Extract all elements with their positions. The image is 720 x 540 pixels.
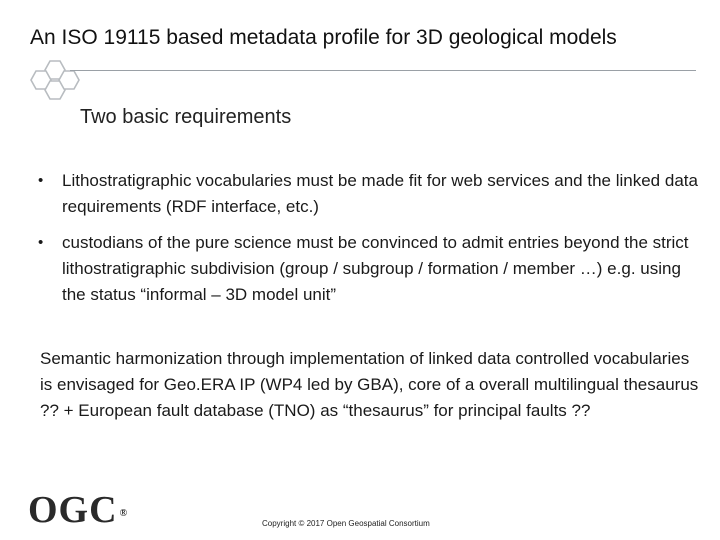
section-heading: Two basic requirements	[80, 106, 292, 128]
ogc-logo-text: OGC	[28, 489, 118, 531]
copyright-notice: Copyright © 2017 Open Geospatial Consortium	[262, 519, 430, 528]
title-divider	[70, 70, 696, 71]
bullet-marker: •	[38, 172, 44, 189]
slide-title: An ISO 19115 based metadata profile for 3D geological models	[30, 26, 617, 49]
requirements-list	[30, 168, 700, 318]
ogc-logo	[28, 490, 128, 530]
list-item	[30, 230, 700, 308]
registered-mark: ®	[119, 508, 129, 519]
list-item	[30, 168, 700, 220]
hexagon-cluster-icon	[28, 58, 88, 102]
bullet-marker: •	[38, 234, 44, 251]
list-item-text: custodians of the pure science must be convinced to admit entries beyond the strict lithostratigraphic subdivision (group / subgroup / formation / member …) e.g. using the status “informal – 3D model unit”	[62, 233, 689, 304]
list-item-text: Lithostratigraphic vocabularies must be made fit for web services and the linked data requirements (RDF interface, etc.)	[62, 171, 698, 216]
harmonization-paragraph: Semantic harmonization through implementation of linked data controlled vocabularies is envisaged for Geo.ERA IP (WP4 led by GBA), core of a overall multilingual thesaurus ?? + European fault database (TNO) as “thesaurus” for principal faults ??	[40, 349, 699, 420]
